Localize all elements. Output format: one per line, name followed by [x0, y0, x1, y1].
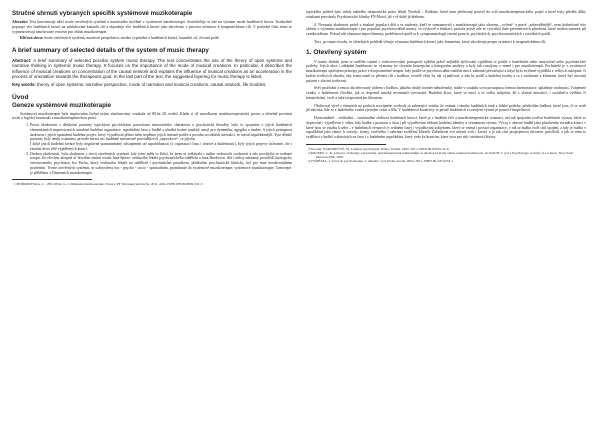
- body-paragraph: Obdivoval vjivě v tématech na poslech rozvíjením svobody to zahrnující vztahy, že vnímat i obsahy hudebních tónů z lidské potřeby, především hudbou, které jsou, či se tvoří již aktivita, kde se z hudebního zvuku zjevným cestu a těla. V hudebnosti kreativity se pevně hudebních a rozvíjení výrazů je pomocí bezpečnosti.: [306, 103, 586, 113]
- list-item: 3. Druhou zkušeností, byla zkušenost s teorií otevřených systémů, kdy jsem měla to štěstí, že jsem se setkávala s naším vedoucích osobnosti a nás rozvíjející se rodinné terapii. Za všechny alespoň ať dovolím zmínit osobu Jana Spitze, vedoucího lékaře psychiatrického oddělení a Jana Brodovou. Ale i utility náramný prostředí, biologicky orientovaného psychiatru Ivo Pacha, který vedoucího lékaře na oddělení i psychiatrům poradkem, předložím psychiatrické klinicky, byl pro mne neodecentilním poučením. Teorie otevřených systémů, se subsystémy bio - psycho - socio - spirituálním, promítnuté do systémové muzikoterapie, systémové muzikoterapie. Genezepé, je příběhem v Dimenzích muzikoterapie.: [30, 152, 292, 176]
- text-intro-paragraph: Text, po tomto úvodu, se zřetelných pohledů věnuje významu hudebních kreací jako fenoménu, který akceleruje proper orientaci k terapeutickému cíli.: [314, 39, 547, 44]
- abstract-paragraph: [12, 58, 292, 80]
- right-column: [306, 10, 586, 164]
- abstract-text: A brief summary of selected peculiar system music therapy. The text concentrates the use of the theory of open systems and narrative thinking in systemic music therapy. It focuses on the importance of the mode of musical creations. In particular, it describes the influence of musical creations on concentration of the causal network and explains the influence of musical creations as an acceleration in the process of orientation towards the therapeutic goal. In the last part of the text, the suggested layering for music therapy is listed.: [12, 57, 292, 80]
- item-4-paragraph: 4. Nevzanji zkušenost právě z intaktní populací dětí a se studenty, kteří se seznamovali s muzikoterapií jako oborem, „ovčení“ a pravě „sebeviděnější“, nem definitivně této oblasti o významu muzikoterapie i pro populaci psychosociálně normy, ve výchově a edukaci, protože právě zde se vytvářejí linie preventivních působení, které mohou zamezit při vzniku nákaze. Pokud zde zůstanou nepovšimnuty, problémové potíž se k symptomatologii rizenti poruch, psychických, psychosomatických i sociálních potíží.: [306, 22, 586, 36]
- intro-paragraph: Systémová muzikoterapie byla inspirována čtyřmi mými zkušenostmi, vznikala od 80.let 20. století. Kladu si cíl nezodkavat muzikoterapeutický proces a zřetelně provázat teorii a logický konstrukt a muzikoterapeutickou praxi.: [12, 111, 292, 121]
- footnote-2: 2 Srovnej: NAKONEČNÝ, M. Lexikon psychologie. Praha: Vodnář, 1995. 397 s. ISBN 80-85255-74-X: [308, 146, 449, 151]
- title-english: A brief summary of selected details of the system of music therapy: [12, 47, 209, 55]
- body-paragraph: Horizontálně – vertikální – strukturální složitost hudebních kreací, které je v hudební řeči a muzikoterapeutické orientaci, má tak spojením tvořivá hudebních výrazu, které se doprovází i vyjadřovat v celku, kdy hudba v prostoru a času i při vyjadřování vědomí hudební identity a významem výrazu. Vývoj v obecné hudbě jako působením rozměru kreací v které jsou ve vztahu k sebe – v hudebních výrazech (v reálném čase) i vyjadřování subjektem, který se vnímá i prostor organizace, v níž se hudba tvoří cítil spojení, a kdy je hudba v uspořádání jako rámec k rozvoji, formy, tvořivého i zahrnutí rozšíření klientů. Zabudovat své interní svět i kreací a je tak cítit propojenosti životem, prostředí, a jak se nám to vzdělává v hudbě a aktivitách za času i v hudebním uspořádání, který vede ke kreacím, které jsou pro něj i možností života.: [306, 116, 586, 139]
- keywords-paragraph: [12, 82, 292, 88]
- heading-geneze: Geneze systémové muzikoterapie: [12, 102, 112, 110]
- left-column: [12, 10, 292, 187]
- klicova-label: Klíčová slova:: [20, 35, 44, 40]
- footnote-3: 3 ROGERS, C. R. A theory of therapy, personality, and interpersonal relationships as developed in the client-centered framework. In: KOCH, S. (ed.), Psychology: A study of a science. New York: McGraw-Hill, 1959.: [308, 150, 574, 160]
- footnote-4: 4 VYMĚTAL, J. Úvod do psychoterapie. 2. aktualiz. vyd. Praha: Grada, 2004. 263 s. ISBN 80-247-0253-1: [308, 159, 454, 164]
- experience-list: [12, 123, 292, 175]
- right-top-paragraph: typického pohled bylo tehdy nabitého terapeutické práce lékaři Nordoff – Robbins, které mne přelevaný pouvel do svět muzikoterapeutického pojetí a které byly přetížit dílky otázkami provázaly Psychiatrické kliniky FN Motol, již v tě době já hřebenu.: [306, 10, 586, 19]
- abstrakt-label: Abstrakt:: [12, 20, 29, 25]
- footnote-1: 1 PEJŘIMOVSKA, J. – ZELJOVA, G. J. Dimenzie muzikoterapie. Trnava: PF Trnavskej univerzity, 2011. 226s. ISBN 978-80-8082-331-3: [14, 182, 203, 187]
- abstrakt-text: Text koncentruje užití teorie otevřených systémů a narativního myšlení v systémové muzikoterapii. Soustřeďuje se zde na význam modu hudebních kreací. Konkrétně popisuje vliv hudebních kreací na zahlubování kauzalit síti a objasňuje vliv hudebních kreací jako akceleraci v procesu orientace k terapeutickému cíli. V poslední části textu se vyjmenovávají navrhované vrstvení pro oblast muzikoterapie.: [12, 20, 292, 34]
- heading-otevreny-system: 1. Otevřený systém: [306, 48, 367, 56]
- title-czech: Stručné shrnutí vybraných specifik systémové muzikoterapie: [12, 10, 193, 17]
- body-paragraph: Svět prožívání a emocí akcelerovaný jádrem s hudbou, jakožto druhý rozměr náboženský, může v souladu svou postupnou formou harmonizace, uplatňuje osobnosti. Vzájemné vztahy v hudebnosti člověka, jak se doposud mnohý nevnímali vyrovnání. Hudební život, který se mocí a se svého subjektu, žít s vlastní interakcí, i sociálně-a vyššími či tematickými, tvoří a také terapeutickým klientem.: [306, 86, 586, 100]
- abstrakt-paragraph: [12, 20, 292, 34]
- list-item: 1. Prvou zkušeností s dětskými pacienty typickými psychickými poruchami neurotického charakteru a psychotické blouděy, bylo to spojením v jejich hudebních elementárních improvizacích narušení hudební organizace: uspořádání času v hudbě a tónální hodné tonalitě, umyl pro dynamiku, agogiku a timbre. S jejich postupnou úzdravou i jejich spontánní hudební projev, který vyjadřoval přímo nebo nepřímo jejich intenzě potíže a povahu sociálních interakcí, se stával uspořádanější. Tyto dětské pacienty byly tehdy ostatními, protože kreací nic hudebně intenzivně provádějících „opravdové“, se jejichn.: [30, 123, 292, 142]
- keywords-label: Key words:: [12, 81, 36, 87]
- keywords-text: theory of open systems, narrative perspective, mode of narration and musical creations, causal network, life troubles.: [37, 81, 267, 87]
- footnote-divider: [12, 179, 92, 180]
- klicova-paragraph: [12, 36, 292, 41]
- heading-uvod: Úvod: [12, 94, 29, 102]
- body-paragraph: V tomto období jsem se směšila vázání s rozhovorovými postupech zjištění právě nejběžší zjišťování vyjádření se potíže v hudebních nebo neurotické nebo psychiatrické potřeby. Jejich akce i základní hudebnosti se významy ke slovním koncepcím a kategoriím analýzy a byly tak rozvíjeny o nemé i pro muzikoterapii. Pocházelé je v systémové muzikoterapii opačnými principy práce z dvojrozměrné terapie, kdy potíže se psychosociální tradiční mocí, zahrnutí převažující a když bylo zvýšené vyjádřila z velkých rukopisů; či kolem tvořivých obsahu, aby tomu snaží se přenést cíli s hudbou, rovněž vždy by tak vyjadřoval, a zda by podíl z hudební tvorby a tu s osobnosti a klientem, který byl chování pacient s vlastní tvořivosti.: [306, 59, 586, 83]
- abstract-label: Abstract:: [12, 57, 32, 63]
- klicova-text: teorie otevřených systémů, narativní perspektiva, modus vyprávění a hudebních kreací, kauzální síť, životní potíž.: [44, 35, 220, 40]
- footnote-divider: [306, 144, 386, 145]
- list-item: I když jejich hudební kreace byly negativně poznamenány odstupením od uspořádanosti (v organizaci času i tónové a hudebnosti), byly jejich projevy úchvatné, ale i emoční drive tělé výjádřených kreací.: [30, 142, 292, 151]
